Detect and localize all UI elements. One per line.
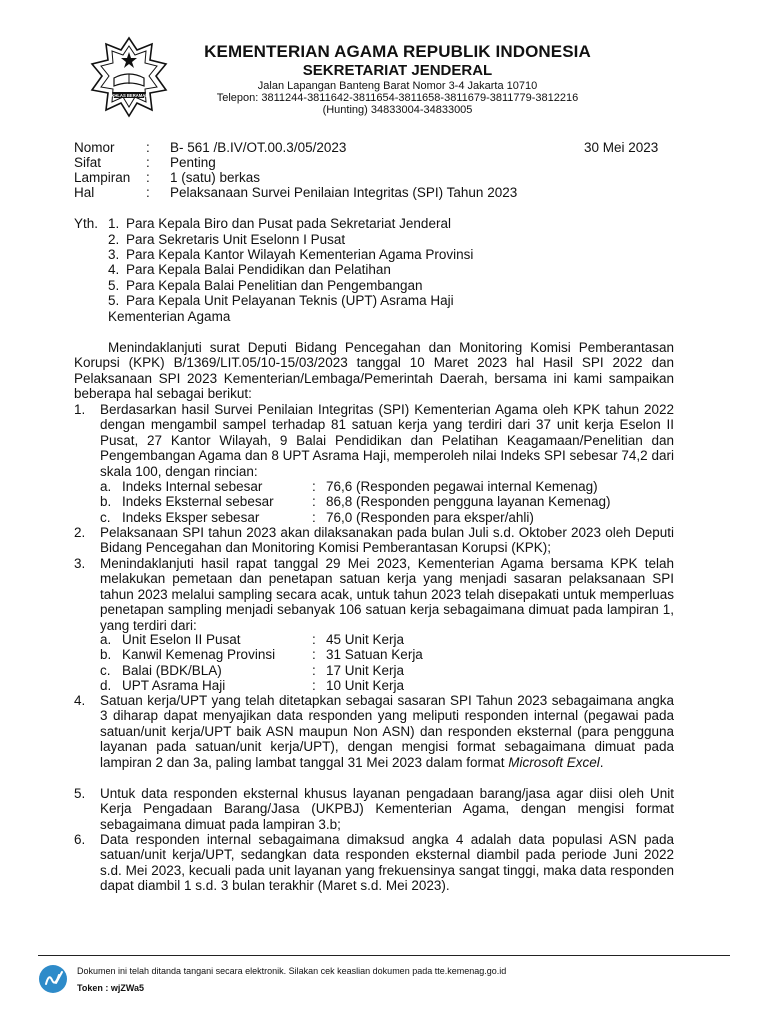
point-text: Data responden internal sebagaimana dimaksud angka 4 adalah data populasi ASN pada satuan/unit kerja/UPT, sedangkan data responden eksternal diambil pada periode Juni 2022 s.d. Mei 2023, kecuali pada unit layanan yang frekuensinya sangat tinggi, maka data responden dapat diambil 1 s.d. 3 bulan terakhir (Maret s.d. Mei 2023). [100, 832, 674, 894]
svg-text:IKHLAS BERAMAL: IKHLAS BERAMAL [110, 93, 148, 98]
point-number: 1. [74, 402, 86, 417]
unit-row: b. Kanwil Kemenag Provinsi : 31 Satuan Kerja [100, 647, 423, 662]
unit-row: c. Balai (BDK/BLA) : 17 Unit Kerja [100, 663, 405, 678]
unit-row: a. Unit Eselon II Pusat : 45 Unit Kerja [100, 632, 405, 647]
recipient-item: 2. Para Sekretaris Unit Eselonn I Pusat [108, 232, 346, 247]
letterhead-address: Jalan Lapangan Banteng Barat Nomor 3-4 Jakarta 10710 [257, 80, 538, 92]
point-text: Berdasarkan hasil Survei Penilaian Integritas (SPI) Kementerian Agama oleh KPK tahun 2022 dengan mengambil sampel terhadap 81 satuan kerja yang terdiri dari 37 unit kerja Eselon II Pusat, 27 Kantor Wilayah, 9 Balai Pendidikan dan Pelatihan Keagamaan/Penelitian dan Pengembangan Agama dan 8 UPT Asrama Haji, memperoleh nilai Indeks SPI sebesar 74,2 dari skala 100, dengan rincian: [100, 402, 674, 479]
meta-sifat: Sifat : Penting [74, 155, 216, 170]
index-row: b. Indeks Eksternal sebesar : 86,8 (Responden pengguna layanan Kemenag) [100, 494, 611, 509]
recipient-item: 1. Para Kepala Biro dan Pusat pada Sekretariat Jenderal [108, 216, 451, 231]
index-row: c. Indeks Eksper sebesar : 76,0 (Responden para eksper/ahli) [100, 510, 534, 525]
recipient-item: 4. Para Kepala Balai Pendidikan dan Pelatihan [108, 262, 391, 277]
recipient-item: 5. Para Kepala Unit Pelayanan Teknis (UPT) Asrama Haji [108, 293, 454, 308]
recipient-item: 3. Para Kepala Kantor Wilayah Kementerian Agama Provinsi [108, 247, 474, 262]
meta-hal: Hal : Pelaksanaan Survei Penilaian Integritas (SPI) Tahun 2023 [74, 185, 518, 200]
recipient-item: 5. Para Kepala Balai Penelitian dan Pengembangan [108, 278, 423, 293]
meta-nomor: Nomor : B- 561 /B.IV/OT.00.3/05/2023 [74, 140, 347, 155]
footer-divider [38, 955, 730, 956]
letter-date: 30 Mei 2023 [584, 140, 659, 155]
point-number: 2. [74, 525, 86, 540]
point-number: 3. [74, 556, 86, 571]
letterhead-ministry: KEMENTERIAN AGAMA REPUBLIK INDONESIA [204, 42, 591, 61]
footer-note: Dokumen ini telah ditanda tangani secara elektronik. Silakan cek keaslian dokumen pada tte.kemenag.go.id [77, 966, 507, 976]
recipients-label: Yth. [74, 216, 99, 231]
point-text: Pelaksanaan SPI tahun 2023 akan dilaksanakan pada bulan Juli s.d. Oktober 2023 oleh Deputi Bidang Pencegahan dan Monitoring Komisi Pemberantasan Korupsi (KPK); [100, 525, 674, 556]
intro-paragraph: Menindaklanjuti surat Deputi Bidang Pencegahan dan Monitoring Komisi Pemberantasan Korupsi (KPK) B/1369/LIT.05/10-15/03/2023 tanggal 10 Maret 2023 hal Hasil SPI 2022 dan Pelaksanaan SPI 2023 Kementerian/Lembaga/Pemerintah Daerah, bersama ini kami sampaikan beberapa hal sebagai berikut: [74, 340, 674, 402]
point-number: 5. [74, 786, 86, 801]
e-signature-icon [38, 964, 68, 994]
recipients-closing: Kementerian Agama [108, 309, 231, 324]
point-text: Untuk data responden eksternal khusus layanan pengadaan barang/jasa agar diisi oleh Unit Kerja Pengadaan Barang/Jasa (UKPBJ) Kementerian Agama, dengan mengisi format sebagaimana dimuat pada lampiran 3.b; [100, 786, 674, 832]
unit-row: d. UPT Asrama Haji : 10 Unit Kerja [100, 678, 405, 693]
point-number: 4. [74, 693, 86, 708]
letterhead-unit: SEKRETARIAT JENDERAL [302, 62, 493, 79]
letterhead-phone: Telepon: 3811244-3811642-3811654-3811658-3811679-3811779-3812216 [216, 92, 579, 104]
footer-token: Token : wjZWa5 [77, 983, 145, 993]
meta-lampiran: Lampiran : 1 (satu) berkas [74, 170, 261, 185]
index-row: a. Indeks Internal sebesar : 76,6 (Responden pegawai internal Kemenag) [100, 479, 598, 494]
point-text: Satuan kerja/UPT yang telah ditetapkan sebagai sasaran SPI Tahun 2023 sebagaimana angka 3 diharap dapat menyajikan data responden yang meliputi responden internal (pegawai pada satuan/unit kerja/UPT baik ASN maupun Non ASN) dan responden eksternal (para pengguna layanan pada satuan/unit kerja/UPT), dengan mengisi format sebagaimana dimuat pada lampiran 2 dan 3a, paling lambat tanggal 31 Mei 2023 dalam format Microsoft Excel. [100, 693, 674, 770]
point-text: Menindaklanjuti hasil rapat tanggal 29 Mei 2023, Kementerian Agama bersama KPK telah melakukan pemetaan dan penetapan satuan kerja yang menjadi sasaran pelaksanaan SPI tahun 2023 melalui sampling secara acak, untuk tahun 2023 telah disepakati untuk memperluas penetapan sampling menjadi sebanyak 106 satuan kerja sebagaimana dimuat pada lampiran 1, yang terdiri dari: [100, 556, 674, 633]
letterhead-hunting: (Hunting) 34833004-34833005 [322, 104, 473, 116]
kemenag-logo [88, 36, 170, 118]
point-number: 6. [74, 832, 86, 847]
